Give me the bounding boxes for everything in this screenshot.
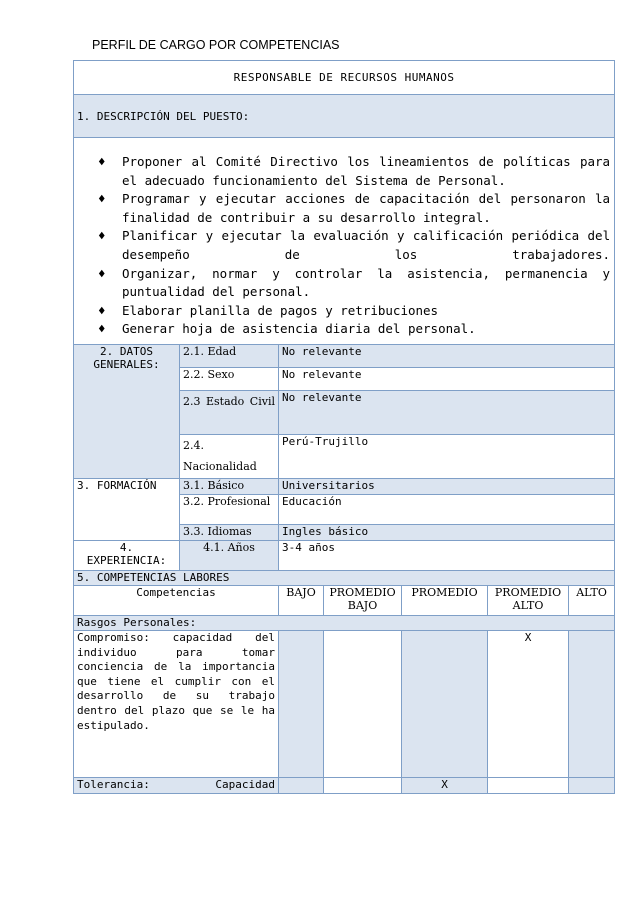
- data-label: 3.3. Idiomas: [180, 524, 279, 540]
- section5-title: 5. COMPETENCIAS LABORES: [74, 570, 615, 585]
- diamond-bullet-icon: ♦: [98, 321, 106, 337]
- level-header: PROMEDIO BAJO: [324, 585, 402, 615]
- data-label: 3.2. Profesional: [180, 494, 279, 524]
- level-header: BAJO: [279, 585, 324, 615]
- duty-item: ♦ Organizar, normar y controlar la asistencia, permanencia y puntualidad del personal.: [98, 265, 611, 300]
- data-label: 2.3 Estado Civil: [180, 390, 279, 434]
- data-label: 2.4. Nacionalidad: [180, 434, 279, 478]
- duty-item: ♦ Generar hoja de asistencia diaria del personal.: [78, 320, 610, 339]
- level-mark: X: [488, 630, 569, 777]
- diamond-bullet-icon: ♦: [98, 154, 106, 169]
- duties-list: [78, 153, 610, 339]
- data-value: No relevante: [279, 367, 615, 390]
- data-value: Educación: [279, 494, 615, 524]
- level-mark: X: [402, 777, 488, 793]
- level-cell: [402, 630, 488, 777]
- duty-item: ♦ Elaborar planilla de pagos y retribuciones: [78, 302, 610, 321]
- competency-text: Compromiso: capacidad del individuo para tomar conciencia de la importancia que tiene el cumplir con el desarrollo de su trabajo dentro del plazo que se le ha estipulado.: [74, 630, 279, 777]
- data-value: No relevante: [279, 390, 615, 434]
- data-label: 2.1. Edad: [180, 344, 279, 367]
- duty-item: ♦ Proponer al Comité Directivo los lineamientos de políticas para el adecuado funcionamiento del Sistema de Personal.: [98, 154, 611, 188]
- data-value: Perú-Trujillo: [279, 434, 615, 478]
- competencias-header: Competencias: [74, 585, 279, 615]
- diamond-bullet-icon: ♦: [98, 302, 106, 318]
- duty-item: ♦ Planificar y ejecutar la evaluación y calificación periódica del desempeño de los trabajadores.: [98, 228, 611, 262]
- section3-title: 3. FORMACIÓN: [74, 478, 180, 540]
- level-cell: [279, 777, 324, 793]
- data-label: 2.2. Sexo: [180, 367, 279, 390]
- level-cell: [324, 630, 402, 777]
- section4-title: 4. EXPERIENCIA:: [74, 540, 180, 570]
- data-value: Universitarios: [279, 478, 615, 494]
- data-value: 3-4 años: [279, 540, 615, 570]
- document-title: RESPONSABLE DE RECURSOS HUMANOS: [74, 61, 615, 95]
- page-header: PERFIL DE CARGO POR COMPETENCIAS: [92, 38, 340, 52]
- level-cell: [279, 630, 324, 777]
- level-header: ALTO: [569, 585, 615, 615]
- section2-title: 2. DATOS GENERALES:: [74, 344, 180, 478]
- job-profile-table: [73, 60, 615, 794]
- diamond-bullet-icon: ♦: [98, 191, 106, 207]
- duty-item: ♦ Programar y ejecutar acciones de capacitación del personaron la finalidad de contribuir a su desarrollo integral.: [98, 191, 611, 225]
- level-cell: [488, 777, 569, 793]
- level-header: PROMEDIO ALTO: [488, 585, 569, 615]
- data-value: Ingles básico: [279, 524, 615, 540]
- level-header: PROMEDIO: [402, 585, 488, 615]
- level-cell: [569, 777, 615, 793]
- rasgos-title: Rasgos Personales:: [74, 615, 615, 630]
- level-cell: [569, 630, 615, 777]
- diamond-bullet-icon: ♦: [98, 228, 106, 244]
- data-value: No relevante: [279, 344, 615, 367]
- section1-title: 1. DESCRIPCIÓN DEL PUESTO:: [74, 95, 615, 138]
- level-cell: [324, 777, 402, 793]
- diamond-bullet-icon: ♦: [98, 265, 106, 281]
- competency-text: Tolerancia: Capacidad: [74, 777, 279, 793]
- duties-cell: [74, 138, 615, 345]
- data-label: 3.1. Básico: [180, 478, 279, 494]
- data-label: 4.1. Años: [180, 540, 279, 570]
